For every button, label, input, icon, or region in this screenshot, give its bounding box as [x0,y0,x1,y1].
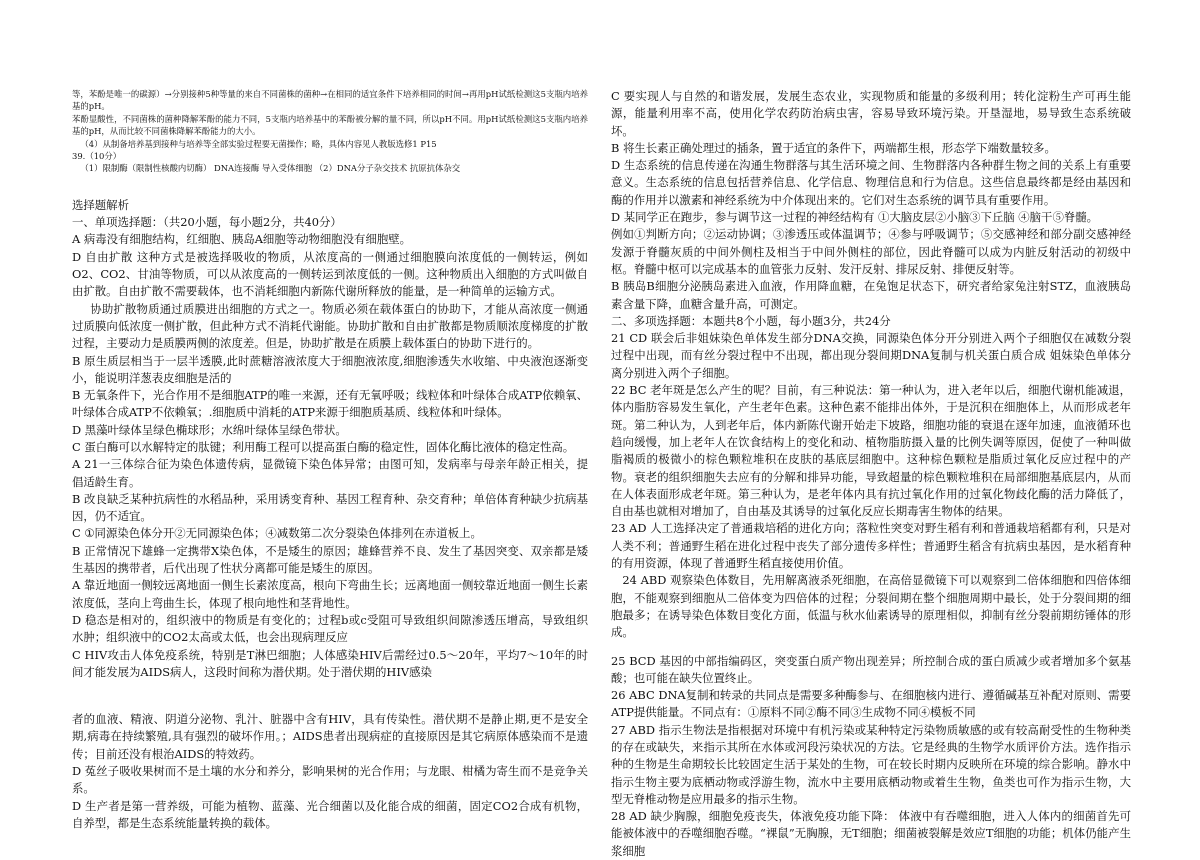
right-column [611,88,1131,860]
answer-paragraph: 者的血液、精液、阴道分泌物、乳汁、脏器中含有HIV，具有传染性。潜伏期不是静止期,更不是安全期,病毒在持续繁殖,具有强烈的破坏作用。；AIDS患者出现病症的直接原因是其它病原体感染而不是遗传；目前还没有根治AIDS的特效药。 [72,712,588,761]
answer-paragraph: 26 ABC DNA复制和转录的共同点是需要多种酶参与、在细胞核内进行、遵循碱基互补配对原则、需要ATP提供能量。不同点有：①原料不同②酶不同③生成物不同④模板不同 [611,688,1131,720]
note-question-39: 39.（10分） [72,151,122,162]
answer-paragraph: B 正常情况下雄蜂一定携带X染色体，不是矮生的原因；雄蜂营养不良、发生了基因突变、双亲都是矮生基因的携带者，后代出现了性状分离都可能是矮生的原因。 [72,543,588,576]
answer-paragraph: C HIV攻击人体免疫系统，特别是T淋巴细胞；人体感染HIV后需经过0.5～20年，平均7～10年的时间才能发展为AIDS病人，这段时间称为潜伏期。处于潜伏期的HIV感染 [72,647,588,679]
answer-paragraph: 25 BCD 基因的中部指编码区，突变蛋白质产物出现差异；所控制合成的蛋白质减少或者增加多个氨基酸；也可能在缺失位置终止。 [611,653,1131,685]
answer-paragraph: B 胰岛B细胞分泌胰岛素进入血液，作用降血糖，在兔饱足状态下，研究者给家兔注射STZ，血液胰岛素含量下降，血糖含量升高，可测定。 [611,279,1131,311]
answer-paragraph: D 生产者是第一营养级，可能为植物、蓝藻、光合细菌以及化能合成的细菌，固定CO2合成有机物，自养型，都是生态系统能量转换的载体。 [72,798,588,830]
answer-paragraph: D 稳态是相对的，组织液中的物质是有变化的；过程b或c受阻可导致组织间隙渗透压增高，导致组织水肿；组织液中的CO2太高或太低，也会出现病理反应 [72,612,588,645]
answer-paragraph: B 原生质层相当于一层半透膜,此时蔗糖溶液浓度大于细胞液浓度,细胞渗透失水收缩、中央液泡逐渐变小，能说明洋葱表皮细胞是活的 [72,353,588,385]
answer-paragraph: D 自由扩散 这种方式是被选择吸收的物质，从浓度高的一侧通过细胞膜向浓度低的一侧转运，例如O2、CO2、甘油等物质，可以从浓度高的一侧转运到浓度低的一侧。这种物质出入细胞的方式叫做自由扩散。自由扩散不需要载体，也不消耗细胞内新陈代谢所释放的能量，是一种简单的运输方式。 [72,249,588,299]
answer-paragraph: D 菟丝子吸收果树而不是土壤的水分和养分，影响果树的光合作用；与龙眼、柑橘为寄生而不是竞争关系。 [72,764,588,796]
answer-paragraph: 27 ABD 指示生物法是指根据对环境中有机污染或某种特定污染物质敏感的或有较高耐受性的生物种类的存在或缺失，来指示其所在水体或河段污染状况的方法。它是经典的生物学水质评价方法。选作指示种的生物是生命期较长比较固定生活于某处的生物，可在较长时期内反映所在环境的综合影响。静水中指示生物主要为底栖动物或浮游生物，流水中主要用底栖动物或着生生物，鱼类也可作为指示生物，大型无脊椎动物是应用最多的指示生物。 [611,722,1131,806]
answer-paragraph: C 蛋白酶可以水解特定的肽键；利用酶工程可以提高蛋白酶的稳定性，固体化酶比液体的稳定性高。 [72,440,575,454]
note-phenol-acidity: 苯酚显酸性，不同菌株的菌种降解苯酚的能力不同，5支瓶内培养基中的苯酚被分解的量不同，所以pH不同。用pH试纸检测这5支瓶内培养基的pH，从而比较不同菌株降解苯酚能力的大小。 [72,113,588,137]
answer-paragraph: D 黑藻叶绿体呈绿色椭球形；水绵叶绿体呈绿色带状。 [72,422,347,437]
section-title: 一、单项选择题：（共20小题，每小题2分，共40分） [72,215,342,230]
answer-paragraph: B 改良缺乏某种抗病性的水稻品种，采用诱变育种、基因工程育种、杂交育种；单倍体育种缺少抗病基因，仍不适宜。 [72,491,588,524]
answer-paragraph: B 将生长素正确处理过的插条，置于适宜的条件下，两端都生根，形态学下端数量较多。 [611,140,1056,155]
section-heading: 选择题解析 [72,197,129,212]
left-column [72,88,588,832]
answer-paragraph: D 某同学正在跑步，参与调节这一过程的神经结构有 ①大脑皮层②小脑③下丘脑 ④脑干⑤脊髓。 [611,210,1099,225]
answer-paragraph: 协助扩散物质通过质膜进出细胞的方式之一。物质必须在载体蛋白的协助下，才能从高浓度一侧通过质膜向低浓度一侧扩散，但此种方式不消耗代谢能。协助扩散和自由扩散都是物质顺浓度梯度的扩散过程，主要动力是质膜两侧的浓度差。但是，协助扩散是在质膜上载体蛋白的协助下进行的。 [72,301,588,351]
answer-paragraph: 24 ABD 观察染色体数目，先用解离液杀死细胞，在高倍显微镜下可以观察到二倍体细胞和四倍体细胞，不能观察到细胞从二倍体变为四倍体的过程；分裂间期在整个细胞周期中最长，处于分裂间期的细胞最多；在诱导染色体数目变化方面，低温与秋水仙素诱导的原理相似，抑制有丝分裂前期纺锤体的形成。 [611,573,1131,640]
answer-paragraph: A 病毒没有细胞结构，红细胞、胰岛A细胞等动物细胞没有细胞壁。 [72,232,412,247]
answer-paragraph: 例如①判断方向；②运动协调；③渗透压或体温调节；④参与呼吸调节；⑤交感神经和部分副交感神经发源于脊髓灰质的中间外侧柱及相当于中间外侧柱的部位，因此脊髓可以成为内脏反射活动的初级中枢。脊髓中枢可以完成基本的血管张力反射、发汗反射、排尿反射、排便反射等。 [611,227,1131,276]
answer-paragraph: 21 CD 联会后非姐妹染色单体发生部分DNA交换，同源染色体分开分别进入两个子细胞仅在减数分裂过程中出现，而有丝分裂过程中不出现，都出现分裂间期DNA复制与机关蛋白质合成 姐妹染色单体分离分别进入两个子细胞。 [611,331,1131,380]
answer-paragraph: 22 BC 老年斑是怎么产生的呢？目前，有三种说法：第一种认为，进入老年以后，细胞代谢机能减退，体内脂肪容易发生氧化，产生老年色素。这种色素不能排出体外，于是沉积在细胞体上，从而形成老年斑。第二种认为，人到老年后，体内新陈代谢开始走下坡路，细胞功能的衰退在逐年加速，血液循环也趋向缓慢，加上老年人在饮食结构上的变化和动、植物脂肪摄入量的比例失调等原因，促使了一种叫做脂褐质的极微小的棕色颗粒堆积在皮肤的基底层细胞中。这种棕色颗粒是脂质过氧化反应过程中的产物。衰老的组织细胞失去应有的分解和排异功能，导致超量的棕色颗粒堆积在局部细胞基底层内，从而在人体表面形成老年斑。第三种认为，是老年体内具有抗过氧化作用的过氧化物歧化酶的活力降低了，自由基也就相对增加了，自由基及其诱导的过氧化反应长期毒害生物体的结果。 [611,383,1131,519]
answer-paragraph: A 21一三体综合征为染色体遗传病，显微镜下染色体异常；由图可知，发病率与母亲年龄正相关，提倡适龄生育。 [72,457,588,489]
answer-paragraph: A 靠近地面一侧较远离地面一侧生长素浓度高，根向下弯曲生长；远离地面一侧较靠近地面一侧生长素浓度低，茎向上弯曲生长，体现了根向地性和茎背地性。 [72,578,588,610]
note-aseptic: （4）从制备培养基到接种与培养等全部实验过程要无菌操作；略，具体内容见人教版选修1 P15 [80,138,437,149]
answer-paragraph: D 生态系统的信息传递在沟通生物群落与其生活环境之间、生物群落内各种群生物之间的关系上有重要意义。生态系统的信息包括营养信息、化学信息、物理信息和行为信息。这些信息最终都是经由基因和酶的作用并以激素和神经系统为中介体现出来的。它们对生态系统的调节具有重要作用。 [611,158,1131,207]
answer-paragraph: C ①同源染色体分开②无同源染色体；④减数第二次分裂染色体排列在赤道板上。 [72,526,482,541]
note-answer-39: （1）限制酶（限制性核酸内切酶） DNA连接酶 导入受体细胞 （2）DNA分子杂交技术 抗原抗体杂交 [80,163,461,174]
answer-paragraph: C 要实现人与自然的和谐发展，发展生态农业，实现物质和能量的多级利用；转化淀粉生产可再生能源，能量利用率不高，使用化学农药防治病虫害，容易导致环境污染。开垦湿地，易导致生态系统破坏。 [611,89,1131,138]
answer-paragraph: 23 AD 人工选择决定了普通栽培稻的进化方向；落粒性突变对野生稻有利和普通栽培稻都有利，只是对人类不利；普通野生稻在进化过程中丧失了部分遗传多样性；普通野生稻含有抗病虫基因，是水稻育种的有用资源，体现了普通野生稻直接使用价值。 [611,521,1131,571]
answer-paragraph: B 无氧条件下，光合作用不是细胞ATP的唯一来源，还有无氧呼吸；线粒体和叶绿体合成ATP依赖氧、叶绿体合成ATP不依赖氧；.细胞质中消耗的ATP来源于细胞质基质、线粒体和叶绿体。 [72,388,588,420]
answer-paragraph: 28 AD 缺少胸腺，细胞免疫丧失，体液免疫功能下降： 体液中有吞噬细胞，进入人体内的细菌首先可能被体液中的吞噬细胞吞噬。“裸鼠”无胸腺，无T细胞；细菌被裂解是效应T细胞的功能；机体仍能产生浆细胞 [611,809,1131,858]
section-title: 二、多项选择题：本题共8个小题，每小题3分，共24分 [611,313,891,328]
note-experiment-steps: 等，苯酚是唯一的碳源）→分别接种5种等量的来自不同菌株的菌种→在相同的适宜条件下培养相同的时间→再用pH试纸检测这5支瓶内培养基的pH。 [72,89,588,112]
